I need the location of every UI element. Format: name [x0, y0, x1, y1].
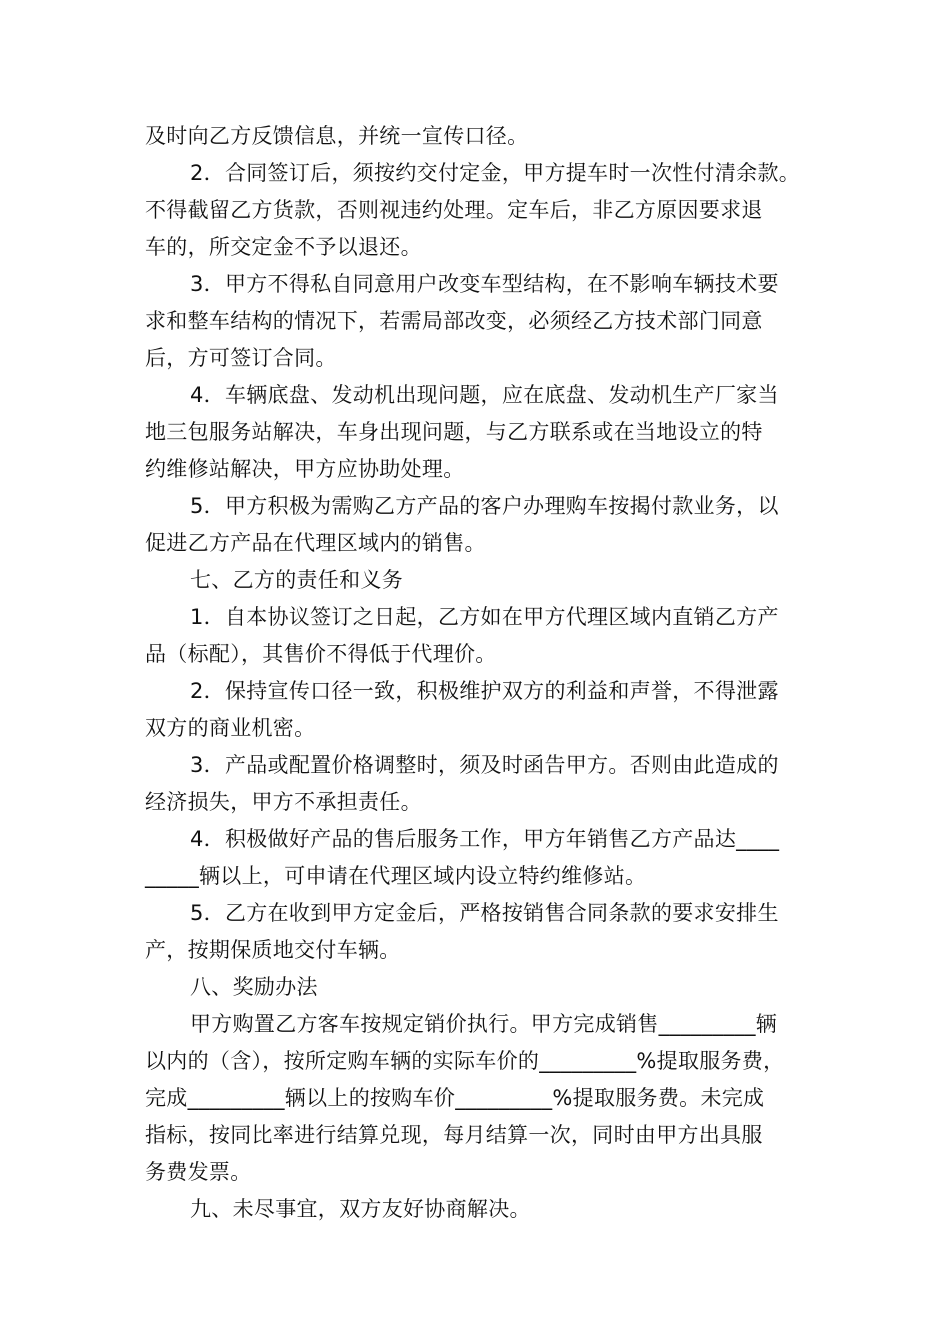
section-heading: 九、未尽事宜，双方友好协商解决。 [190, 1197, 531, 1221]
text-line: 5．乙方在收到甲方定金后，严格按销售合同条款的要求安排生 [190, 901, 779, 925]
text-line: 不得截留乙方货款，否则视违约处理。定车后，非乙方原因要求退 [145, 198, 763, 222]
text-line: 品（标配），其售价不得低于代理价。 [145, 642, 497, 666]
text-line: 3．甲方不得私自同意用户改变车型结构，在不影响车辆技术要 [190, 272, 779, 296]
text-line: 务费发票。 [145, 1160, 252, 1184]
section-heading: 七、乙方的责任和义务 [190, 568, 403, 592]
text-line: 及时向乙方反馈信息，并统一宣传口径。 [145, 124, 529, 148]
text-line: 4．车辆底盘、发动机出现问题，应在底盘、发动机生产厂家当 [190, 383, 779, 407]
text-line: 双方的商业机密。 [145, 716, 316, 740]
text-line: 后，方可签订合同。 [145, 346, 337, 370]
text-line: 完成_________辆以上的按购车价_________%提取服务费。未完成 [145, 1086, 765, 1110]
text-line: 约维修站解决，甲方应协助处理。 [145, 457, 465, 481]
text-line: 车的，所交定金不予以退还。 [145, 235, 422, 259]
text-line: 2．保持宣传口径一致，积极维护双方的利益和声誉，不得泄露 [190, 679, 779, 703]
text-line: 5．甲方积极为需购乙方产品的客户办理购车按揭付款业务，以 [190, 494, 779, 518]
text-line: 4．积极做好产品的售后服务工作，甲方年销售乙方产品达____ [190, 827, 780, 851]
section-heading: 八、奖励办法 [190, 975, 318, 999]
text-line: 2．合同签订后，须按约交付定金，甲方提车时一次性付清余款。 [190, 161, 801, 185]
text-line: 促进乙方产品在代理区域内的销售。 [145, 531, 486, 555]
text-line: 产，按期保质地交付车辆。 [145, 938, 401, 962]
text-line: 1．自本协议签订之日起，乙方如在甲方代理区域内直销乙方产 [190, 605, 779, 629]
text-line: 甲方购置乙方客车按规定销价执行。甲方完成销售_________辆 [190, 1012, 778, 1036]
text-line: 指标，按同比率进行结算兑现，每月结算一次，同时由甲方出具服 [145, 1123, 763, 1147]
text-line: _____辆以上，可申请在代理区域内设立特约维修站。 [145, 864, 647, 888]
text-line: 经济损失，甲方不承担责任。 [145, 790, 422, 814]
text-line: 地三包服务站解决，车身出现问题，与乙方联系或在当地设立的特 [145, 420, 763, 444]
text-line: 3．产品或配置价格调整时，须及时函告甲方。否则由此造成的 [190, 753, 779, 777]
text-line: 以内的（含），按所定购车辆的实际车价的_________%提取服务费， [145, 1049, 785, 1073]
text-line: 求和整车结构的情况下，若需局部改变，必须经乙方技术部门同意 [145, 309, 763, 333]
